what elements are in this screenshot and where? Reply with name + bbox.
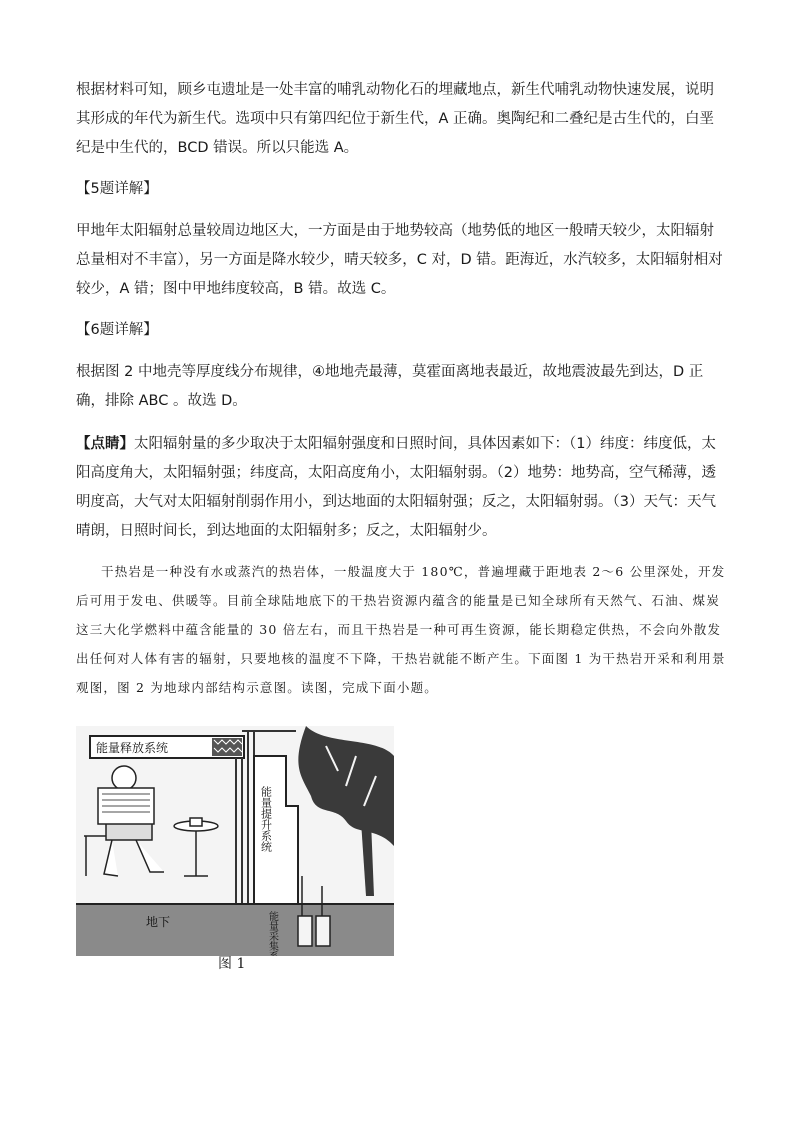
reading-passage: 干热岩是一种没有水或蒸汽的热岩体，一般温度大于 180℃，普遍埋藏于距地表 2～6 公里深处，开发后可用于发电、供暖等。目前全球陆地底下的干热岩资源内蕴含的能量是已知全球所有天然气、石油、煤炭这三大化学燃料中蕴含能量的 30 倍左右，而且干热岩是一种可再生资源，能长期稳定供热，不会向外散发出任何对人体有害的辐射，只要地核的温度不下降，干热岩就能不断产生。下面图 1 为干热岩开采和利用景观图，图 2 为地球内部结构示意图。读图，完成下面小题。: [76, 564, 726, 695]
answer-paragraph-5: 甲地年太阳辐射总量较周边地区大，一方面是由于地势较高（地势低的地区一般晴天较少，太阳辐射总量相对不丰富），另一方面是降水较少，晴天较多，C 对，D 错。距海近，水汽较多，太阳辐射相对较少，A 错；图中甲地纬度较高，B 错。故选 C。: [76, 223, 723, 297]
underground-label: 地下: [146, 915, 171, 929]
release-system-label: 能量释放系统: [96, 741, 169, 755]
figure-1-drawing: [76, 726, 394, 956]
figure-1-hot-dry-rock-illustration: [76, 726, 394, 973]
ground-section: [76, 904, 394, 956]
heading-question-5: 【5题详解】: [76, 181, 158, 197]
collection-system-label: 能量采集系统: [266, 911, 278, 956]
lift-system-label: 能量提升系统: [259, 786, 273, 852]
tip-label: 【点睛】: [76, 436, 134, 452]
heading-question-6: 【6题详解】: [76, 322, 158, 338]
answer-paragraph-4: 根据材料可知，顾乡屯遗址是一处丰富的哺乳动物化石的埋藏地点，新生代哺乳动物快速发展，说明其形成的年代为新生代。选项中只有第四纪位于新生代，A 正确。奥陶纪和二叠纪是古生代的，白垩纪是中生代的，BCD 错误。所以只能选 A。: [76, 82, 715, 156]
answer-paragraph-6: 根据图 2 中地壳等厚度线分布规律，④地地壳最薄，莫霍面离地表最近，故地震波最先到达，D 正确，排除 ABC 。故选 D。: [76, 364, 704, 409]
figure-1-caption: 图 1: [218, 956, 246, 972]
tip-paragraph: [76, 430, 726, 546]
tip-text: 太阳辐射量的多少取决于太阳辐射强度和日照时间，具体因素如下：（1）纬度：纬度低，太阳高度角大，太阳辐射强；纬度高，太阳高度角小，太阳辐射弱。（2）地势：地势高，空气稀薄，透明度高，大气对太阳辐射削弱作用小，到达地面的太阳辐射强；反之，太阳辐射弱。（3）天气：天气晴朗，日照时间长，到达地面的太阳辐射多；反之，太阳辐射少。: [76, 436, 716, 539]
